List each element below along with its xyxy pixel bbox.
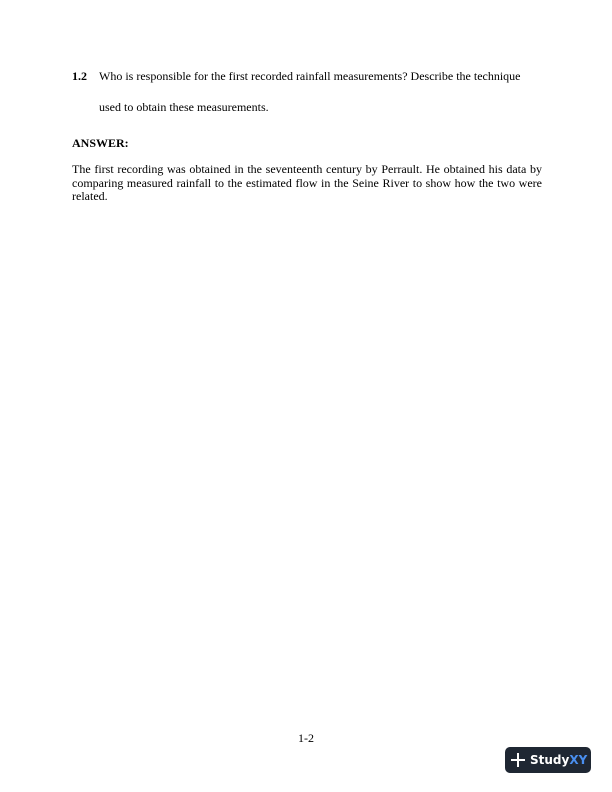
question-number: 1.2 [72, 69, 87, 83]
studyxy-logo-badge[interactable] [505, 747, 591, 773]
brand-name [530, 753, 587, 767]
brand-name-study: Study [530, 753, 570, 767]
brand-name-xy: XY [569, 753, 588, 767]
page-number: 1-2 [298, 731, 314, 745]
question-text-line-2: used to obtain these measurements. [99, 100, 269, 114]
question-text-line-1: Who is responsible for the first recorded rainfall measurements? Describe the technique [99, 69, 521, 83]
answer-body: The first recording was obtained in the seventeenth century by Perrault. He obtained his data by comparing measured rainfall to the estimated flow in the Seine River to show how the two were related. [72, 162, 542, 203]
answer-heading: ANSWER: [72, 136, 129, 150]
plus-icon [511, 753, 525, 767]
